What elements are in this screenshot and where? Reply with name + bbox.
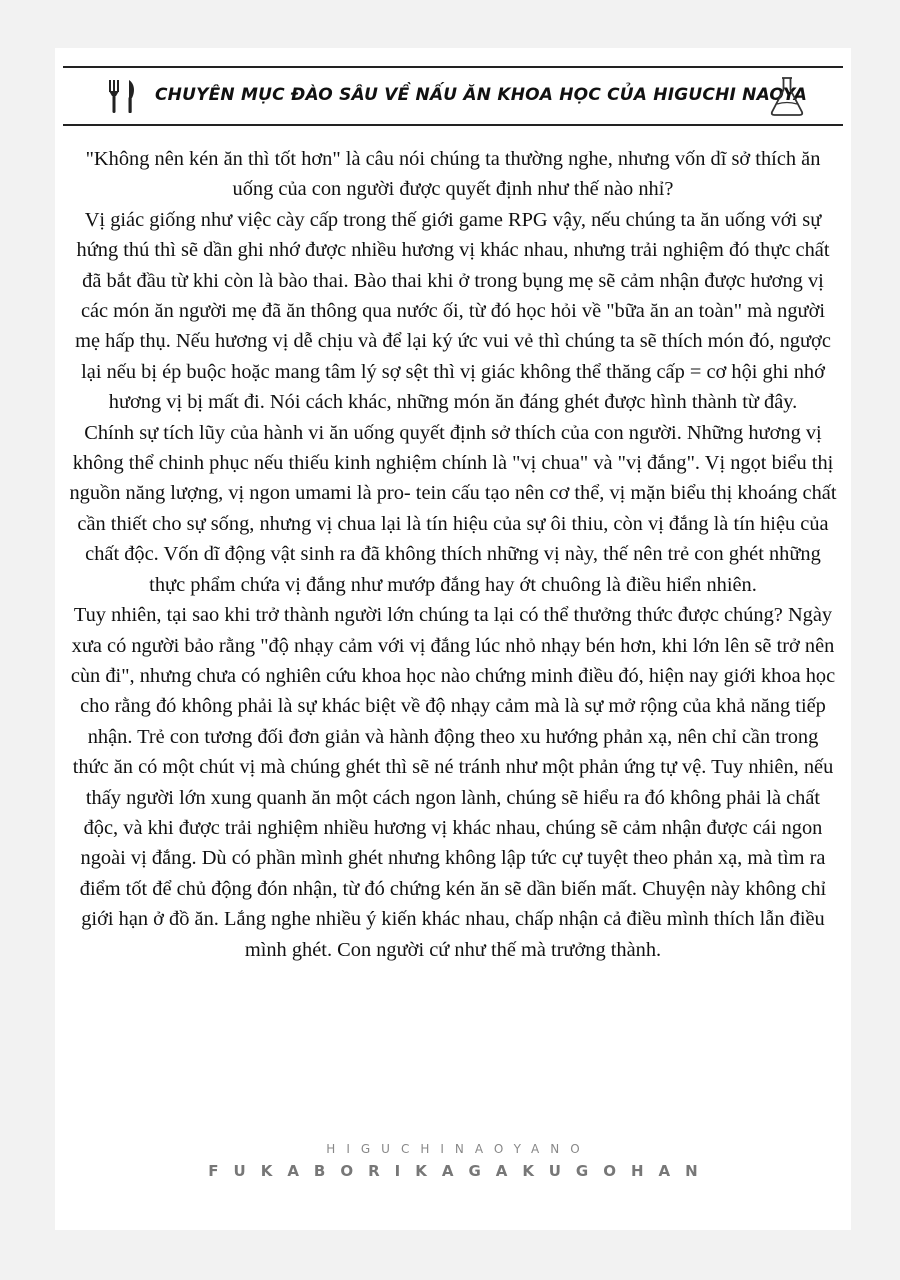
header-bottom-rule: [63, 124, 843, 126]
footer-credit: [55, 1140, 851, 1184]
article-paragraph: Chính sự tích lũy của hành vi ăn uống quyết định sở thích của con người. Những hương vị không thể chinh phục nếu thiếu kinh nghiệm chính là "vị chua" và "vị đắng". Vị ngọt biểu thị nguồn năng lượng, vị ngon umami là pro- tein cấu tạo nên cơ thể, vị mặn biểu thị khoáng chất cần thiết cho sự sống, nhưng vị chua lại là tín hiệu của sự ôi thiu, còn vị đắng là tín hiệu của chất độc. Vốn dĩ động vật sinh ra đã không thích những vị này, thế nên trẻ con ghét những thực phẩm chứa vị đắng như mướp đắng hay ớt chuông là điều hiển nhiên.: [69, 421, 837, 596]
flask-icon: [767, 74, 807, 118]
footer-series-line: FUKABORIKAGAKUGOHAN: [208, 1162, 713, 1180]
page: [55, 48, 851, 1230]
fork-knife-icon: [103, 76, 143, 116]
article-paragraph: Vị giác giống như việc cày cấp trong thế giới game RPG vậy, nếu chúng ta ăn uống với sự hứng thú thì sẽ dần ghi nhớ được nhiều hương vị khác nhau, nhưng trải nghiệm đó thực chất đã bắt đầu từ khi còn là bào thai. Bào thai khi ở trong bụng mẹ sẽ cảm nhận được hương vị các món ăn người mẹ đã ăn thông qua nước ối, từ đó học hỏi về "bữa ăn an toàn" mà người mẹ hấp thụ. Nếu hương vị dễ chịu và để lại ký ức vui vẻ thì chúng ta sẽ thích món đó, ngược lại nếu bị ép buộc hoặc mang tâm lý sợ sệt thì vị giác không thể thăng cấp = cơ hội ghi nhớ hương vị bị mất đi. Nói cách khác, những món ăn đáng ghét được hình thành từ đây.: [75, 208, 831, 414]
article-body: [69, 144, 837, 965]
column-header: [55, 66, 851, 126]
header-top-rule: [63, 66, 843, 68]
footer-author-line: HIGUCHINAOYANO: [326, 1142, 591, 1156]
article-paragraph: Tuy nhiên, tại sao khi trở thành người lớn chúng ta lại có thể thưởng thức được chúng? Ngày xưa có người bảo rằng "độ nhạy cảm với vị đắng lúc nhỏ nhạy bén hơn, khi lớn lên sẽ trở nên cùn đi", nhưng chưa có nghiên cứu khoa học nào chứng minh điều đó, hiện nay giới khoa học cho rằng đó không phải là sự khác biệt về độ nhạy cảm mà là sự mở rộng của khả năng tiếp nhận. Trẻ con tương đối đơn giản và hành động theo xu hướng phản xạ, nên chỉ cần trong thức ăn có một chút vị mà chúng ghét thì sẽ né tránh như một phản ứng tự vệ. Tuy nhiên, nếu thấy người lớn xung quanh ăn một cách ngon lành, chúng sẽ hiểu ra đó không phải là chất độc, và khi được trải nghiệm nhiều hương vị khác nhau, chúng sẽ cảm nhận được cái ngon ngoài vị đắng. Dù có phần mình ghét nhưng không lập tức cự tuyệt theo phản xạ, mà tìm ra điểm tốt để chủ động đón nhận, từ đó chứng kén ăn sẽ dần biến mất. Chuyện này không chỉ giới hạn ở đồ ăn. Lắng nghe nhiều ý kiến khác nhau, chấp nhận cả điều mình thích lẫn điều mình ghét. Con người cứ như thế mà trưởng thành.: [70, 604, 836, 961]
column-title: CHUYÊN MỤC ĐÀO SÂU VỀ NẤU ĂN KHOA HỌC CỦA HIGUCHI NAOYA: [155, 85, 808, 105]
article-paragraph: "Không nên kén ăn thì tốt hơn" là câu nói chúng ta thường nghe, nhưng vốn dĩ sở thích ăn uống của con người được quyết định như thế nào nhỉ?: [85, 148, 821, 201]
